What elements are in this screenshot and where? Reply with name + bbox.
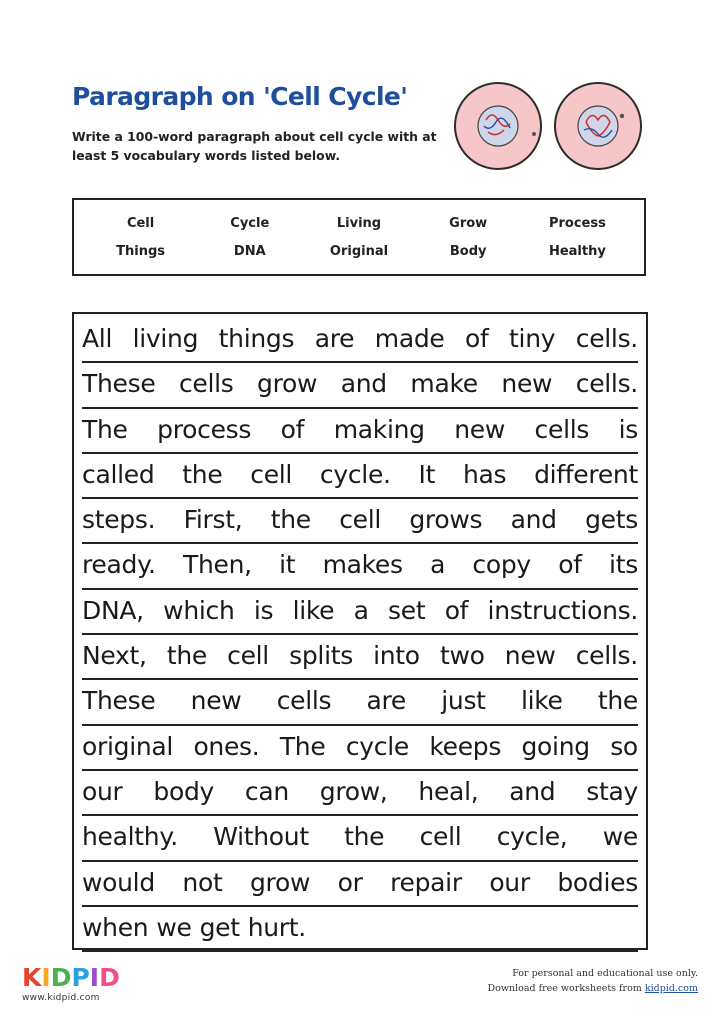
paragraph-line bbox=[82, 726, 638, 771]
paragraph-word: of bbox=[465, 324, 489, 353]
logo-letter: D bbox=[99, 963, 120, 992]
paragraph-word: keeps bbox=[429, 731, 502, 761]
paragraph-word: The bbox=[279, 731, 326, 761]
paragraph-word: cell bbox=[419, 822, 462, 852]
vocab-word: Things bbox=[116, 243, 166, 259]
paragraph-line bbox=[82, 907, 638, 952]
worksheet-instructions: Write a 100-word paragraph about cell cycle with at least 5 vocabulary words listed below. bbox=[72, 129, 437, 163]
footer-notice bbox=[488, 966, 699, 996]
paragraph-word: called bbox=[82, 459, 155, 489]
paragraph-word: and bbox=[509, 776, 556, 806]
paragraph-word: DNA, bbox=[82, 595, 144, 625]
paragraph-word: new bbox=[454, 414, 506, 444]
paragraph-line bbox=[82, 318, 638, 363]
paragraph-line bbox=[82, 544, 638, 589]
paragraph-word: our bbox=[82, 776, 123, 806]
paragraph-word: It bbox=[418, 459, 436, 489]
paragraph-word: bodies bbox=[557, 867, 638, 897]
paragraph-word: our bbox=[489, 867, 530, 897]
paragraph-word: things bbox=[218, 324, 295, 353]
paragraph-word: cells. bbox=[575, 369, 638, 399]
paragraph-word: going bbox=[521, 731, 590, 761]
logo-url: www.kidpid.com bbox=[22, 993, 100, 1003]
paragraph-line bbox=[82, 771, 638, 816]
paragraph-word: body bbox=[153, 776, 215, 806]
paragraph-word: gets bbox=[585, 505, 638, 535]
paragraph-word: the bbox=[597, 686, 638, 716]
paragraph-word: the bbox=[270, 505, 311, 535]
paragraph-word: a bbox=[430, 550, 446, 580]
paragraph-word: Without bbox=[213, 822, 309, 852]
paragraph-word: would bbox=[82, 867, 155, 897]
vocab-word: Original bbox=[329, 243, 389, 259]
paragraph-word: healthy. bbox=[82, 822, 178, 852]
paragraph-word: instructions. bbox=[487, 595, 638, 625]
paragraph-word: These bbox=[82, 369, 156, 399]
paragraph-word: cells bbox=[276, 686, 332, 716]
logo-letter: I bbox=[41, 963, 51, 992]
paragraph-word: different bbox=[534, 459, 638, 489]
paragraph-word: set bbox=[388, 595, 426, 625]
paragraph-word: get bbox=[199, 912, 240, 942]
paragraph-word: ready. bbox=[82, 550, 156, 580]
paragraph-word: of bbox=[280, 414, 305, 444]
paragraph-word: hurt. bbox=[247, 912, 306, 942]
paragraph-word: is bbox=[618, 414, 638, 444]
paragraph-word: like bbox=[292, 595, 335, 625]
paragraph-word: cells. bbox=[575, 324, 638, 353]
paragraph-word: First, bbox=[183, 505, 243, 535]
paragraph-word: just bbox=[441, 686, 486, 716]
paragraph-word: stay bbox=[586, 776, 638, 806]
paragraph-word: living bbox=[132, 324, 199, 353]
paragraph-word: are bbox=[314, 324, 355, 353]
paragraph-line bbox=[82, 862, 638, 907]
paragraph-line bbox=[82, 409, 638, 454]
paragraph-word: makes bbox=[322, 550, 403, 580]
paragraph-word: can bbox=[244, 776, 289, 806]
paragraph-line bbox=[82, 635, 638, 680]
paragraph-word: has bbox=[462, 459, 507, 489]
paragraph-word: into bbox=[373, 641, 420, 671]
paragraph-word: like bbox=[520, 686, 563, 716]
paragraph-word: a bbox=[353, 595, 369, 625]
footer-download-note bbox=[488, 981, 699, 996]
kidpid-logo bbox=[22, 964, 120, 1003]
paragraph-word: making bbox=[333, 414, 425, 444]
paragraph-word: the bbox=[166, 641, 207, 671]
paragraph-word: grow bbox=[257, 369, 318, 399]
paragraph-word: we bbox=[602, 822, 638, 852]
paragraph-word: cell bbox=[227, 641, 269, 671]
paragraph-word: cell bbox=[250, 459, 293, 489]
paragraph-word: make bbox=[410, 369, 478, 399]
paragraph-word: splits bbox=[289, 641, 353, 671]
paragraph-word: and bbox=[510, 505, 557, 535]
paragraph-word: cells bbox=[178, 369, 234, 399]
vocab-word: Body bbox=[449, 243, 487, 259]
paragraph-word: of bbox=[558, 550, 582, 580]
paragraph-word: ones. bbox=[193, 731, 260, 761]
logo-letter: I bbox=[89, 963, 100, 992]
paragraph-word: copy bbox=[472, 550, 531, 580]
paragraph-word: heal, bbox=[418, 776, 479, 806]
paragraph-word: Then, bbox=[183, 550, 252, 580]
paragraph-line bbox=[82, 454, 638, 499]
paragraph-word: new bbox=[504, 641, 556, 671]
paragraph-line bbox=[82, 816, 638, 861]
logo-letter: D bbox=[50, 963, 72, 992]
paragraph-line bbox=[82, 680, 638, 725]
worksheet-title: Paragraph on 'Cell Cycle' bbox=[72, 82, 408, 111]
paragraph-word: we bbox=[156, 912, 192, 942]
paragraph-word: which bbox=[163, 595, 235, 625]
vocab-word: Process bbox=[548, 215, 606, 231]
paragraph-word: when bbox=[82, 912, 149, 942]
paragraph-word: is bbox=[253, 595, 274, 625]
paragraph-word: process bbox=[157, 414, 252, 444]
vocab-word: Cycle bbox=[230, 215, 270, 231]
paragraph-word: the bbox=[182, 459, 223, 489]
paragraph-word: cycle, bbox=[496, 822, 568, 852]
footer-download-text: Download free worksheets from bbox=[487, 983, 645, 994]
paragraph-word: The bbox=[82, 414, 128, 444]
paragraph-word: cells bbox=[534, 414, 590, 444]
paragraph-word: grows bbox=[409, 505, 483, 535]
paragraph-word: Next, bbox=[82, 641, 147, 671]
paragraph-line bbox=[82, 499, 638, 544]
paragraph-word: and bbox=[340, 369, 387, 399]
logo-letter: K bbox=[22, 963, 42, 992]
vocab-word: Living bbox=[336, 215, 382, 231]
paragraph-word: All bbox=[82, 324, 113, 353]
cell-right-icon bbox=[555, 83, 641, 169]
paragraph-word: cell bbox=[339, 505, 382, 535]
paragraph-word: grow bbox=[249, 867, 311, 897]
paragraph-word: not bbox=[182, 867, 223, 897]
paragraph-word: repair bbox=[390, 867, 462, 897]
paragraph-word: new bbox=[501, 369, 553, 399]
paragraph-word: its bbox=[609, 550, 638, 580]
paragraph-word: grow, bbox=[319, 776, 388, 806]
vocab-word: Cell bbox=[126, 215, 155, 231]
paragraph-line bbox=[82, 363, 638, 408]
vocab-word: DNA bbox=[233, 243, 266, 259]
logo-letter: P bbox=[71, 963, 90, 992]
footer-usage-note: For personal and educational use only. bbox=[512, 968, 698, 979]
vocab-word: Healthy bbox=[548, 243, 606, 259]
paragraph-box bbox=[72, 312, 648, 950]
paragraph-word: are bbox=[366, 686, 407, 716]
paragraph-word: steps. bbox=[82, 505, 156, 535]
vocab-word: Grow bbox=[449, 215, 488, 231]
paragraph-word: new bbox=[190, 686, 242, 716]
paragraph-word: cycle. bbox=[319, 459, 391, 489]
paragraph-word: of bbox=[444, 595, 469, 625]
paragraph-word: so bbox=[610, 731, 638, 761]
paragraph-word: cycle bbox=[345, 731, 409, 761]
paragraph-word: two bbox=[439, 641, 485, 671]
cell-left-icon bbox=[455, 83, 541, 169]
paragraph-word: it bbox=[279, 550, 296, 580]
paragraph-word: original bbox=[82, 731, 174, 761]
paragraph-word: cells. bbox=[575, 641, 638, 671]
vocabulary-box bbox=[72, 198, 646, 276]
paragraph-word: made bbox=[374, 324, 445, 353]
paragraph-word: the bbox=[344, 822, 385, 852]
paragraph-word: These bbox=[82, 686, 156, 716]
paragraph-line bbox=[82, 590, 638, 635]
paragraph-word: or bbox=[337, 867, 363, 897]
footer-link[interactable]: kidpid.com bbox=[644, 983, 698, 994]
dividing-cells-illustration bbox=[450, 76, 650, 176]
logo-wordmark bbox=[22, 964, 120, 992]
paragraph-word: tiny bbox=[509, 324, 556, 353]
